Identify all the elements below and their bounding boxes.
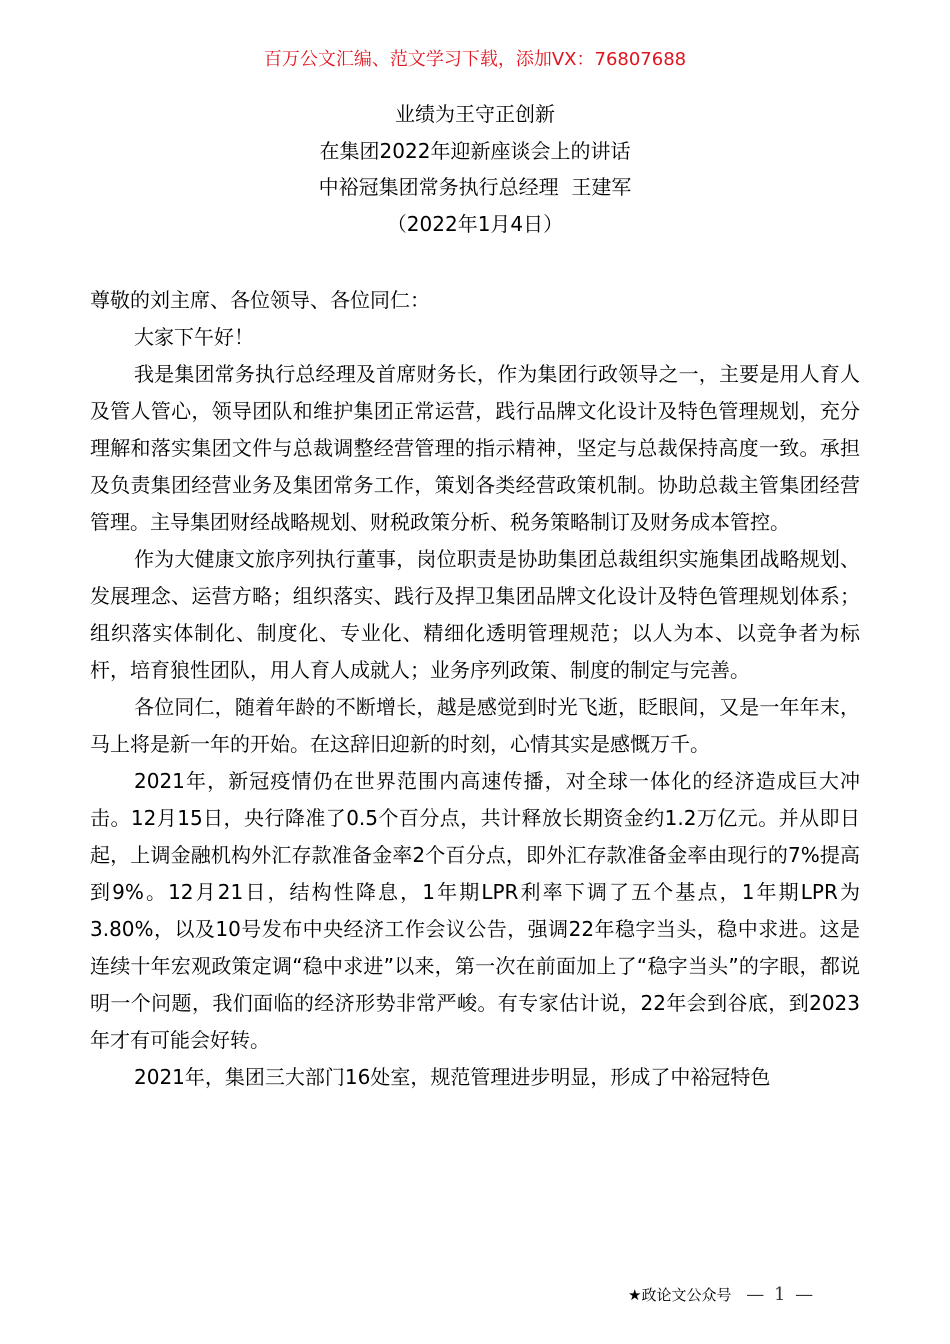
document-title: 业绩为王守正创新 xyxy=(395,102,555,126)
paragraph-director-duties: 作为大健康文旅序列执行董事，岗位职责是协助集团总裁组织实施集团战略规划、发展理念、运营方略；组织落实、践行及捍卫集团品牌文化设计及特色管理规划体系；组织落实体制化、制度化、专业化、精细化透明管理规范；以人为本、以竞争者为标杆，培育狼性团队，用人育人成就人；业务序列政策、制度的制定与完善。 xyxy=(90,547,860,682)
paragraph-group-progress: 2021年，集团三大部门16处室，规范管理进步明显，形成了中裕冠特色 xyxy=(134,1065,771,1089)
paragraph-role-description: 我是集团常务执行总经理及首席财务长，作为集团行政领导之一，主要是用人育人及管人管心，领导团队和维护集团正常运营，践行品牌文化设计及特色管理规划，充分理解和落实集团文件与总裁调整经营管理的指示精神，坚定与总裁保持高度一致。承担及负责集团经营业务及集团常务工作，策划各类经营政策机制。协助总裁主管集团经营管理。主导集团财经战略规划、财税政策分析、税务策略制订及财务成本管控。 xyxy=(90,362,860,534)
paragraph-year-end-reflection: 各位同仁，随着年龄的不断增长，越是感觉到时光飞逝，眨眼间，又是一年年末，马上将是新一年的开始。在这辞旧迎新的时刻，心情其实是感慨万千。 xyxy=(90,695,860,756)
paragraph-economic-context: 2021年，新冠疫情仍在世界范围内高速传播，对全球一体化的经济造成巨大冲击。12月15日，央行降准了0.5个百分点，共计释放长期资金约1.2万亿元。并从即日起，上调金融机构外汇存款准备金率2个百分点，即外汇存款准备金率由现行的7%提高到9%。12月21日，结构性降息，1年期LPR利率下调了五个基点，1年期LPR为3.80%，以及10号发布中央经济工作会议公告，强调22年稳字当头，稳中求进。这是连续十年宏观政策定调“稳中求进”以来，第一次在前面加上了“稳字当头”的字眼，都说明一个问题，我们面临的经济形势非常严峻。有专家估计说，22年会到谷底，到2023年才有可能会好转。 xyxy=(90,769,860,1052)
paragraph-greeting: 大家下午好！ xyxy=(134,325,254,349)
salutation: 尊敬的刘主席、各位领导、各位同仁： xyxy=(90,288,430,312)
watermark-banner: 百万公文汇编、范文学习下载，添加VX：76807688 xyxy=(263,49,687,70)
document-body xyxy=(90,282,860,1096)
footer-source: ★政论文公众号 xyxy=(628,1286,732,1304)
document-subtitle: 在集团2022年迎新座谈会上的讲话 xyxy=(319,138,631,163)
speaker-line: 中裕冠集团常务执行总经理 王建军 xyxy=(318,175,632,199)
page-footer xyxy=(628,1281,815,1309)
document-title-block xyxy=(0,96,950,242)
speech-date: （2022年1月4日） xyxy=(386,211,564,236)
page-number: — 1 — xyxy=(746,1284,816,1305)
